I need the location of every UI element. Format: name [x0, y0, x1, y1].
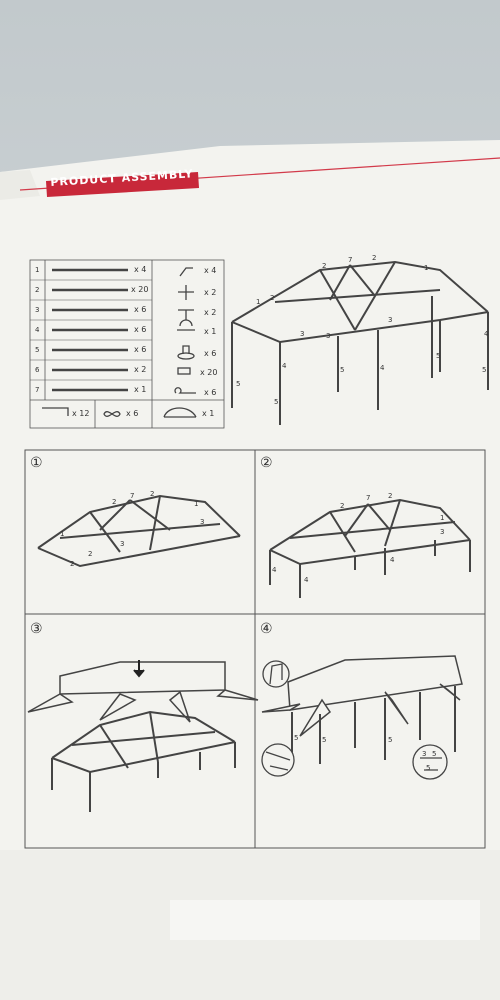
svg-text:3: 3 [440, 528, 445, 536]
part-index: 3 [35, 306, 40, 314]
svg-text:7: 7 [348, 256, 353, 264]
part-quantity: x 1 [134, 385, 147, 394]
part-index: 5 [35, 346, 40, 354]
svg-text:5: 5 [236, 380, 241, 388]
connector-quantity: x 2 [204, 308, 217, 317]
svg-text:5: 5 [274, 398, 279, 406]
svg-text:4: 4 [380, 364, 385, 372]
connector-quantity: x 1 [204, 327, 217, 336]
svg-text:4: 4 [390, 556, 395, 564]
detail-circle-bottom-right [413, 745, 447, 779]
part-index: 7 [35, 386, 40, 394]
svg-text:5: 5 [294, 734, 299, 742]
svg-text:2: 2 [388, 492, 393, 500]
part-index: 1 [35, 266, 40, 274]
svg-text:1: 1 [440, 514, 445, 522]
svg-text:5: 5 [436, 352, 441, 360]
part-quantity: x 4 [134, 265, 147, 274]
part-index: 6 [35, 366, 40, 374]
step-number: ① [30, 455, 43, 471]
svg-text:3: 3 [300, 330, 305, 338]
svg-text:7: 7 [130, 492, 135, 500]
svg-text:5: 5 [432, 750, 437, 758]
svg-text:4: 4 [282, 362, 287, 370]
svg-text:5: 5 [482, 366, 487, 374]
connector-quantity: x 4 [204, 266, 217, 275]
svg-text:5: 5 [426, 764, 431, 772]
svg-text:3: 3 [422, 750, 427, 758]
svg-text:5: 5 [340, 366, 345, 374]
svg-text:1: 1 [60, 530, 65, 538]
part-quantity: x 6 [134, 345, 147, 354]
part-quantity: x 6 [134, 305, 147, 314]
svg-text:2: 2 [112, 498, 117, 506]
svg-text:3: 3 [388, 316, 393, 324]
svg-text:5: 5 [388, 736, 393, 744]
svg-text:1: 1 [256, 298, 261, 306]
svg-text:1: 1 [194, 500, 199, 508]
banner-title: PRODUCT ASSEMBLY [50, 167, 194, 189]
svg-text:1: 1 [424, 264, 429, 272]
svg-text:2: 2 [88, 550, 93, 558]
svg-text:2: 2 [322, 262, 327, 270]
svg-text:5: 5 [322, 736, 327, 744]
connector-quantity: x 6 [204, 388, 217, 397]
step-number: ④ [260, 621, 273, 637]
bottom-quantity: x 6 [126, 409, 139, 418]
part-quantity: x 6 [134, 325, 147, 334]
part-quantity: x 2 [134, 365, 147, 374]
connector-quantity: x 6 [204, 349, 217, 358]
svg-text:4: 4 [272, 566, 277, 574]
svg-text:7: 7 [366, 494, 371, 502]
part-index: 4 [35, 326, 40, 334]
part-index: 2 [35, 286, 40, 294]
svg-text:3: 3 [326, 332, 331, 340]
connector-quantity: x 2 [204, 288, 217, 297]
svg-text:2: 2 [372, 254, 377, 262]
svg-text:2: 2 [70, 560, 75, 568]
connector-quantity: x 20 [200, 368, 218, 377]
step-number: ② [260, 455, 273, 471]
step-number: ③ [30, 621, 43, 637]
part-quantity: x 20 [131, 285, 149, 294]
svg-text:2: 2 [340, 502, 345, 510]
svg-text:3: 3 [200, 518, 205, 526]
svg-text:4: 4 [304, 576, 309, 584]
bottom-quantity: x 1 [202, 409, 215, 418]
svg-text:2: 2 [270, 294, 275, 302]
svg-text:2: 2 [150, 490, 155, 498]
svg-text:4: 4 [484, 330, 489, 338]
bottom-quantity: x 12 [72, 409, 90, 418]
svg-text:3: 3 [120, 540, 125, 548]
